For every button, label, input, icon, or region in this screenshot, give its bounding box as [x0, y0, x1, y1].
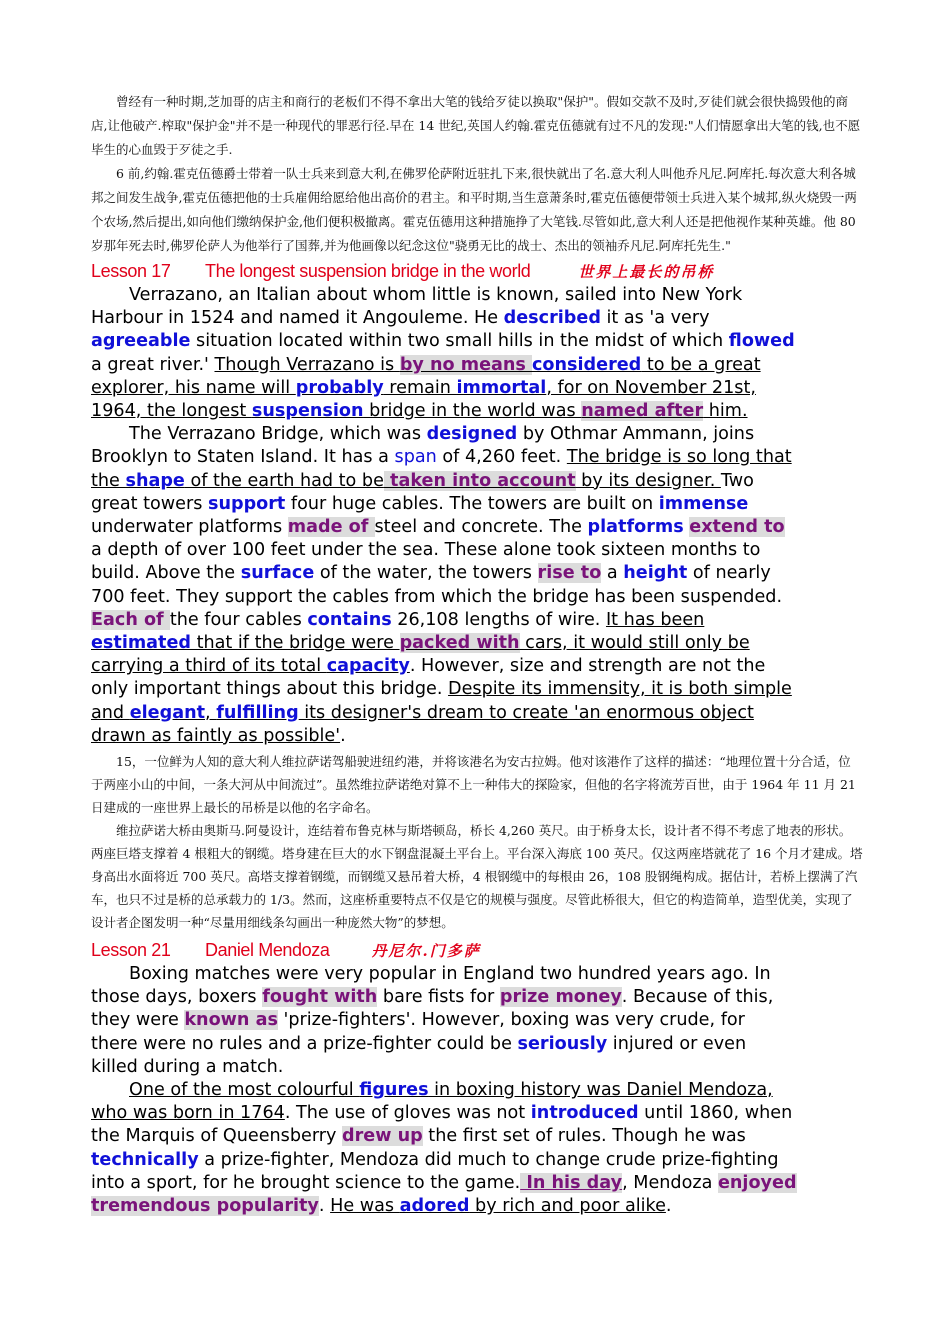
lesson-17-paragraph-1: Verrazano, an Italian about whom little is known, sailed into New York Harbour in 1524 and named it Angouleme. He described it as 'a very agreeable situation located within two small hills in the midst of which flowed a great river.' Though Verrazano is by no means considered to be a great explorer, his name will probably remain immortal, for on November 21st, 1964, the longest suspension bridge in the world was named after him.	[91, 285, 795, 422]
lesson-17-zh-paragraph-1: 15，一位鲜为人知的意大利人维拉萨诺驾船驶进纽约港，并将该港名为安古拉姆。他对该港作了这样的描述：“地理位置十分合适，位于两座小山的中间，一条大河从中间流过”。虽然维拉萨诺绝对算不上一种伟大的探险家，但他的名字将流芳百世，由于 1964 年 11 月 21 日建成的一座世界上最长的吊桥是以他的名字命名。	[91, 754, 856, 816]
intro-zh-paragraph-1: 曾经有一种时期,芝加哥的店主和商行的老板们不得不拿出大笔的钱给歹徒以换取"保护"。假如交款不及时,歹徒们就会很快捣毁他的商店,让他破产.榨取"保护金"并不是一种现代的罪恶行径.早在 14 世纪,英国人约翰.霍克伍德就有过不凡的发现:"人们情愿拿出大笔的钱,也不愿毕生的心血毁于歹徒之手.	[91, 94, 861, 157]
lesson-number: Lesson 17	[91, 261, 171, 281]
lesson-17-paragraph-2: The Verrazano Bridge, which was designed by Othmar Ammann, joins Brooklyn to Staten Island. It has a span of 4,260 feet. The bridge is so long that the shape of the earth had to be taken into account by its designer. Two great towers support four huge cables. The towers are built on immense underwater platforms made of steel and concrete. The platforms extend to a depth of over 100 feet under the sea. These alone took sixteen months to build. Above the surface of the water, the towers rise to a height of nearly 700 feet. They support the cables from which the bridge has been suspended. Each of the four cables contains 26,108 lengths of wire. It has been estimated that if the bridge were packed with cars, it would still only be carrying a third of its total capacity. However, size and strength are not the only important things about this bridge. Despite its immensity, it is both simple and elegant, fulfilling its designer's dream to create 'an enormous object drawn as faintly as possible'.	[91, 424, 792, 746]
lesson-title: The longest suspension bridge in the world	[205, 261, 531, 281]
lesson-21-heading	[91, 937, 863, 963]
lesson-number: Lesson 21	[91, 940, 171, 961]
document-page	[91, 90, 863, 1218]
lesson-17-zh-paragraph-2: 维拉萨诺大桥由奥斯马.阿曼设计，连结着布鲁克林与斯塔顿岛，桥长 4,260 英尺。由于桥身太长，设计者不得不考虑了地表的形状。两座巨塔支撑着 4 根粗大的钢缆。塔身建在巨大的水下钢盘混凝土平台上。平台深入海底 100 英尺。仅这两座塔就花了 16 个月才建成。塔身高出水面将近 700 英尺。高塔支撑着钢缆，而钢缆又悬吊着大桥，4 根钢缆中的每根由 26，108 股钢绳构成。据估计，若桥上摆满了汽车，也只不过是桥的总承载力的 1/3。然而，这座桥重要特点不仅是它的规模与强度。尽管此桥很大，但它的构造简单，造型优美，实现了设计者企图发明一种“尽量用细线条勾画出一种庞然大物”的梦想。	[91, 823, 863, 931]
lesson-title: Daniel Mendoza	[205, 940, 330, 961]
lesson-zh-title: 世界上最长的吊桥	[578, 263, 715, 281]
lesson-17-heading	[91, 258, 863, 284]
lesson-21-paragraph-1: Boxing matches were very popular in England two hundred years ago. In those days, boxers fought with bare fists for prize money. Because of this, they were known as 'prize-fighters'. However, boxing was very crude, for there were no rules and a prize-fighter could be seriously injured or even killed during a match.	[91, 964, 774, 1077]
lesson-21-paragraph-2: One of the most colourful figures in boxing history was Daniel Mendoza, who was born in 1764. The use of gloves was not introduced until 1860, when the Marquis of Queensberry drew up the first set of rules. Though he was technically a prize-fighter, Mendoza did much to change crude prize-fighting into a sport, for he brought science to the game. In his day, Mendoza enjoyed tremendous popularity. He was adored by rich and poor alike.	[91, 1080, 797, 1217]
intro-zh-paragraph-2: 6 前,约翰.霍克伍德爵士带着一队士兵来到意大利,在佛罗伦萨附近驻扎下来,很快就出了名.意大利人叫他乔凡尼.阿库托.每次意大利各城邦之间发生战争,霍克伍德把他的士兵雇佣给愿给他出高价的君主。和平时期,当生意萧条时,霍克伍德便带领士兵进入某个城邦,纵火烧毁一两个农场,然后提出,如向他们缴纳保护金,他们便积极撤离。霍克伍德用这种措施挣了大笔钱.尽管如此,意大利人还是把他视作某种英雄。他 80 岁那年死去时,佛罗伦萨人为他举行了国葬,并为他画像以纪念这位"骁勇无比的战士、杰出的领袖乔凡尼.阿库托先生."	[91, 166, 857, 253]
lesson-zh-title: 丹尼尔.门多萨	[371, 942, 481, 961]
